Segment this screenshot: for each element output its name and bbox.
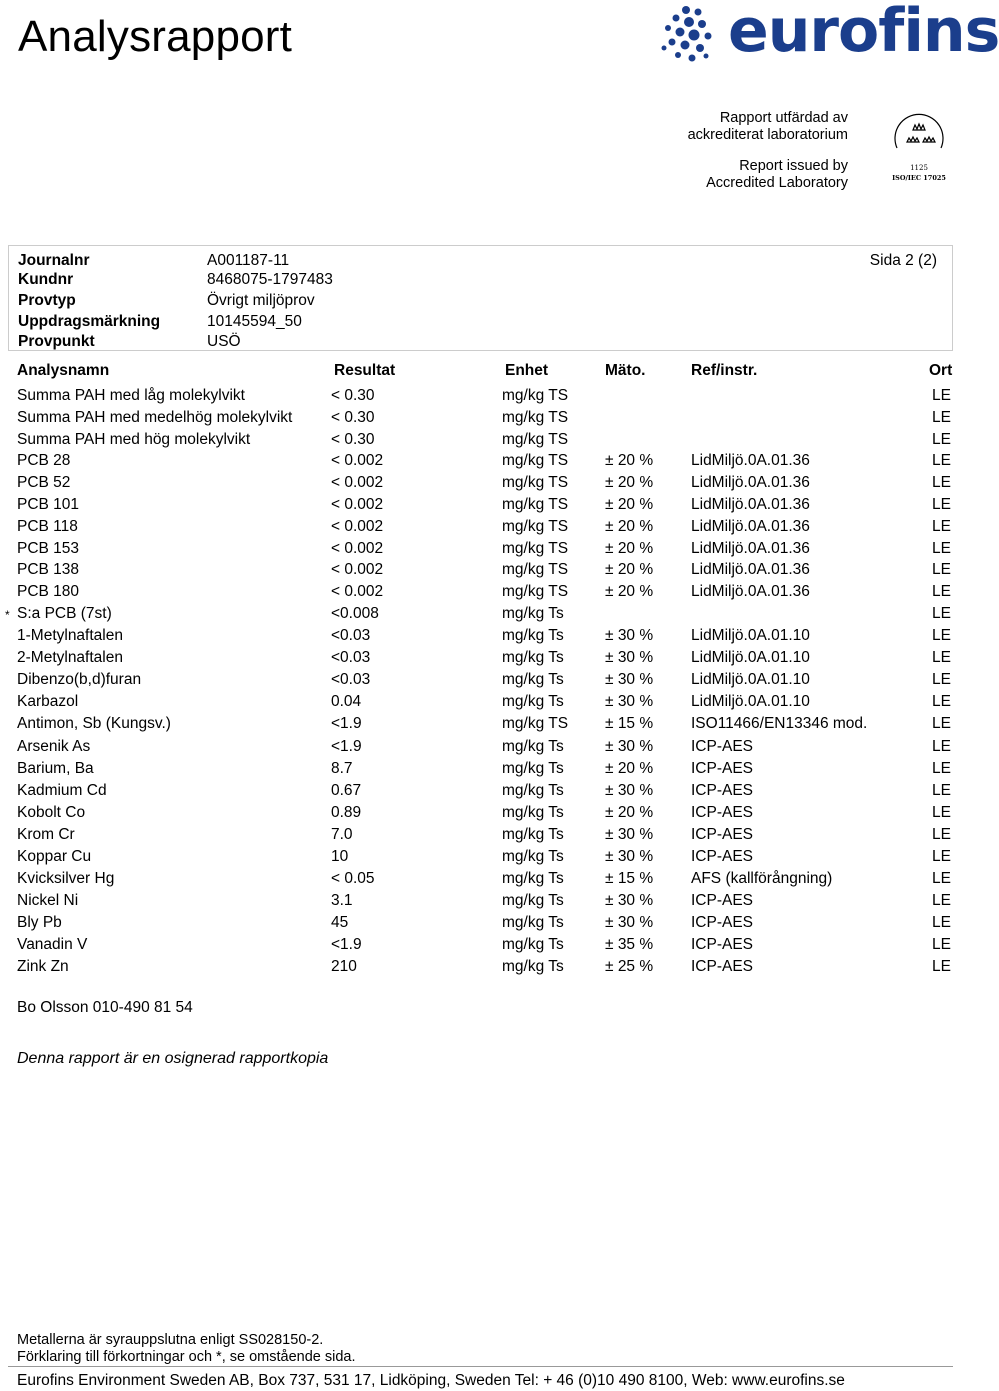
table-row — [0, 804, 960, 826]
analysis-name: PCB 180 — [17, 583, 80, 601]
unit-value: mg/kg TS — [502, 561, 569, 579]
column-header-unit: Enhet — [505, 362, 549, 379]
analysis-name: 1-Metylnaftalen — [17, 627, 123, 645]
table-row — [0, 583, 960, 605]
uncertainty-value: ± 20 % — [605, 583, 654, 601]
unit-value: mg/kg Ts — [502, 649, 564, 667]
reference-method: LidMiljö.0A.01.10 — [691, 671, 810, 689]
result-value: <1.9 — [331, 737, 362, 755]
analysis-name: Antimon, Sb (Kungsv.) — [17, 715, 171, 733]
reference-method: ICP-AES — [691, 892, 754, 910]
result-value: < 0.30 — [331, 387, 375, 404]
table-row — [0, 387, 960, 409]
analysis-name: Bly Pb — [17, 914, 62, 932]
reference-method: LidMiljö.0A.01.36 — [691, 452, 810, 470]
result-value: 10 — [331, 848, 349, 865]
footer-divider — [8, 1366, 953, 1367]
header-label: Provpunkt — [18, 333, 95, 350]
location-code: LE — [932, 474, 951, 492]
unit-value: mg/kg TS — [502, 517, 569, 535]
uncertainty-value: ± 30 % — [605, 693, 654, 711]
column-header-meas: Mäto. — [605, 362, 646, 379]
analysis-name: Dibenzo(b,d)furan — [17, 671, 142, 689]
table-row — [0, 738, 960, 760]
reference-method: ICP-AES — [691, 803, 754, 821]
table-row — [0, 561, 960, 583]
uncertainty-value: ± 30 % — [605, 671, 654, 689]
reference-method: LidMiljö.0A.01.10 — [691, 693, 810, 711]
unit-value: mg/kg Ts — [502, 848, 564, 865]
column-header-ref: Ref/instr. — [691, 362, 758, 379]
analysis-name: Zink Zn — [17, 958, 69, 976]
table-row — [0, 958, 960, 980]
analysis-name: Summa PAH med hög molekylvikt — [17, 430, 251, 448]
analysis-name: Karbazol — [17, 693, 79, 711]
analysis-name: PCB 52 — [17, 474, 71, 492]
result-value: 3.1 — [331, 892, 353, 910]
uncertainty-value: ± 20 % — [605, 759, 654, 777]
unit-value: mg/kg Ts — [502, 627, 564, 645]
table-row — [0, 409, 960, 431]
uncertainty-value: ± 20 % — [605, 803, 654, 821]
unit-value: mg/kg Ts — [502, 936, 564, 954]
result-value: 0.04 — [331, 693, 362, 711]
table-row — [0, 649, 960, 671]
accreditation-line: ackrediterat laboratorium — [687, 127, 848, 143]
reference-method: ICP-AES — [691, 958, 754, 976]
result-value: < 0.002 — [331, 583, 384, 601]
location-code: LE — [932, 671, 951, 689]
location-code: LE — [932, 825, 951, 843]
analysis-name: S:a PCB (7st) — [17, 604, 112, 622]
reference-method: ICP-AES — [691, 759, 754, 777]
footer-note-line: Metallerna är syrauppslutna enligt SS028150-2. — [17, 1332, 324, 1348]
unit-value: mg/kg Ts — [502, 671, 564, 689]
analysis-name: PCB 101 — [17, 495, 80, 513]
uncertainty-value: ± 25 % — [605, 958, 654, 976]
table-row — [0, 605, 960, 627]
location-code: LE — [932, 848, 951, 865]
table-row — [0, 782, 960, 804]
logo-wordmark: eurofins — [728, 0, 999, 66]
unit-value: mg/kg Ts — [502, 870, 564, 888]
footer-notes — [17, 1332, 356, 1366]
result-value: 7.0 — [331, 825, 353, 843]
location-code: LE — [932, 892, 951, 910]
analysis-name: PCB 153 — [17, 539, 80, 557]
analysis-name: Kadmium Cd — [17, 781, 107, 799]
unit-value: mg/kg TS — [502, 452, 569, 470]
uncertainty-value: ± 30 % — [605, 848, 654, 865]
result-value: <0.03 — [331, 649, 371, 667]
location-code: LE — [932, 737, 951, 755]
unsigned-copy-note: Denna rapport är en osignerad rapportkopia — [17, 1050, 329, 1067]
reference-method: ICP-AES — [691, 737, 754, 755]
logo-dots-icon — [656, 2, 728, 66]
result-value: < 0.30 — [331, 408, 375, 426]
unit-value: mg/kg Ts — [502, 825, 564, 843]
header-value: A001187-11 — [207, 252, 290, 269]
result-value: <1.9 — [331, 936, 362, 954]
accreditation-line: Accredited Laboratory — [706, 175, 848, 191]
unit-value: mg/kg TS — [502, 387, 569, 404]
reference-method: LidMiljö.0A.01.36 — [691, 517, 810, 535]
analysis-name: Krom Cr — [17, 825, 75, 843]
result-value: <0.008 — [331, 604, 379, 622]
result-value: 0.89 — [331, 803, 362, 821]
reference-method: LidMiljö.0A.01.36 — [691, 539, 810, 557]
reference-method: LidMiljö.0A.01.10 — [691, 627, 810, 645]
unit-value: mg/kg TS — [502, 430, 569, 448]
seal-number: 1125 — [910, 164, 928, 172]
uncertainty-value: ± 20 % — [605, 474, 654, 492]
uncertainty-value: ± 30 % — [605, 825, 654, 843]
table-row — [0, 715, 960, 737]
analysis-name: Summa PAH med låg molekylvikt — [17, 387, 245, 404]
table-row — [0, 431, 960, 453]
column-header-ort: Ort — [929, 362, 953, 379]
unit-value: mg/kg Ts — [502, 958, 564, 976]
unit-value: mg/kg Ts — [502, 914, 564, 932]
table-row — [0, 496, 960, 518]
location-code: LE — [932, 803, 951, 821]
reference-method: ICP-AES — [691, 848, 754, 865]
table-row — [0, 914, 960, 936]
result-value: <1.9 — [331, 715, 362, 733]
uncertainty-value: ± 15 % — [605, 715, 654, 733]
uncertainty-value: ± 20 % — [605, 539, 654, 557]
reference-method: LidMiljö.0A.01.36 — [691, 561, 810, 579]
header-value: 8468075-1797483 — [207, 271, 333, 288]
table-row — [0, 892, 960, 914]
reference-method: ISO11466/EN13346 mod. — [691, 715, 868, 733]
location-code: LE — [932, 539, 951, 557]
uncertainty-value: ± 30 % — [605, 649, 654, 667]
accreditation-line: Rapport utfärdad av — [719, 110, 848, 126]
uncertainty-value: ± 15 % — [605, 870, 654, 888]
result-value: < 0.002 — [331, 474, 384, 492]
location-code: LE — [932, 649, 951, 667]
table-row — [0, 760, 960, 782]
analysis-name: Summa PAH med medelhög molekylvikt — [17, 408, 293, 426]
contact-line: Bo Olsson 010-490 81 54 — [17, 999, 193, 1016]
reference-method: ICP-AES — [691, 936, 754, 954]
header-value: Övrigt miljöprov — [207, 292, 315, 309]
header-value: 10145594_50 — [207, 313, 302, 330]
table-row — [0, 671, 960, 693]
analysis-name: Arsenik As — [17, 737, 91, 755]
column-header-name: Analysnamn — [17, 362, 110, 379]
unit-value: mg/kg Ts — [502, 759, 564, 777]
results-table — [0, 387, 960, 981]
header-value: USÖ — [207, 333, 241, 350]
uncertainty-value: ± 35 % — [605, 936, 654, 954]
analysis-name: PCB 28 — [17, 452, 71, 470]
analysis-name: PCB 138 — [17, 561, 80, 579]
table-row — [0, 936, 960, 958]
result-value: < 0.002 — [331, 561, 384, 579]
header-label: Kundnr — [18, 271, 74, 288]
location-code: LE — [932, 627, 951, 645]
unit-value: mg/kg Ts — [502, 892, 564, 910]
page-number: Sida 2 (2) — [869, 252, 937, 269]
table-row — [0, 452, 960, 474]
location-code: LE — [932, 408, 951, 426]
table-row — [0, 826, 960, 848]
unit-value: mg/kg TS — [502, 715, 569, 733]
unit-value: mg/kg TS — [502, 583, 569, 601]
table-row — [0, 693, 960, 715]
table-row — [0, 474, 960, 496]
table-row — [0, 518, 960, 540]
location-code: LE — [932, 715, 951, 733]
table-row — [0, 870, 960, 892]
eurofins-logo — [656, 0, 999, 72]
uncertainty-value: ± 30 % — [605, 892, 654, 910]
location-code: LE — [932, 583, 951, 601]
result-value: < 0.002 — [331, 539, 384, 557]
unit-value: mg/kg Ts — [502, 604, 564, 622]
column-header-result: Resultat — [334, 362, 396, 379]
location-code: LE — [932, 759, 951, 777]
swedac-seal-icon — [887, 108, 951, 186]
location-code: LE — [932, 517, 951, 535]
reference-method: ICP-AES — [691, 781, 754, 799]
result-value: < 0.05 — [331, 870, 375, 888]
location-code: LE — [932, 604, 951, 622]
reference-method: ICP-AES — [691, 825, 754, 843]
uncertainty-value: ± 30 % — [605, 627, 654, 645]
reference-method: LidMiljö.0A.01.10 — [691, 649, 810, 667]
report-header-box — [8, 245, 953, 351]
unit-value: mg/kg TS — [502, 474, 569, 492]
unit-value: mg/kg Ts — [502, 781, 564, 799]
result-value: 8.7 — [331, 759, 353, 777]
uncertainty-value: ± 20 % — [605, 561, 654, 579]
reference-method: ICP-AES — [691, 914, 754, 932]
reference-method: LidMiljö.0A.01.36 — [691, 474, 810, 492]
header-label: Provtyp — [18, 292, 76, 309]
uncertainty-value: ± 30 % — [605, 781, 654, 799]
location-code: LE — [932, 430, 951, 448]
unit-value: mg/kg Ts — [502, 737, 564, 755]
result-value: 0.67 — [331, 781, 362, 799]
uncertainty-value: ± 30 % — [605, 914, 654, 932]
result-value: < 0.002 — [331, 517, 384, 535]
table-row — [0, 848, 960, 870]
analysis-name: Koppar Cu — [17, 848, 92, 865]
analysis-name: Nickel Ni — [17, 892, 79, 910]
accreditation-line: Report issued by — [739, 158, 848, 174]
unit-value: mg/kg Ts — [502, 803, 564, 821]
location-code: LE — [932, 914, 951, 932]
reference-method: AFS (kallförångning) — [691, 870, 833, 888]
seal-standard: ISO/IEC 17025 — [892, 174, 946, 182]
location-code: LE — [932, 387, 951, 404]
result-value: <0.03 — [331, 627, 371, 645]
footer-note-line: Förklaring till förkortningar och *, se omstående sida. — [17, 1349, 356, 1365]
location-code: LE — [932, 693, 951, 711]
unit-value: mg/kg TS — [502, 408, 569, 426]
footer-company: Eurofins Environment Sweden AB, Box 737, 531 17, Lidköping, Sweden Tel: + 46 (0)10 490 8100, Web: www.eurofins.se — [17, 1372, 845, 1389]
table-row — [0, 540, 960, 562]
row-marker: * — [5, 607, 10, 622]
location-code: LE — [932, 781, 951, 799]
uncertainty-value: ± 30 % — [605, 737, 654, 755]
analysis-name: 2-Metylnaftalen — [17, 649, 123, 667]
result-value: < 0.002 — [331, 452, 384, 470]
analysis-name: Barium, Ba — [17, 759, 94, 777]
result-value: < 0.002 — [331, 495, 384, 513]
unit-value: mg/kg Ts — [502, 693, 564, 711]
header-label: Uppdragsmärkning — [18, 313, 161, 330]
location-code: LE — [932, 452, 951, 470]
analysis-name: PCB 118 — [17, 517, 78, 535]
uncertainty-value: ± 20 % — [605, 495, 654, 513]
analysis-name: Kvicksilver Hg — [17, 870, 115, 888]
result-value: 45 — [331, 914, 349, 932]
location-code: LE — [932, 936, 951, 954]
reference-method: LidMiljö.0A.01.36 — [691, 583, 810, 601]
accreditation-statement — [688, 110, 848, 192]
location-code: LE — [932, 561, 951, 579]
page-title: Analysrapport — [18, 12, 293, 61]
result-value: 210 — [331, 958, 357, 976]
result-value: < 0.30 — [331, 430, 375, 448]
uncertainty-value: ± 20 % — [605, 517, 654, 535]
location-code: LE — [932, 495, 951, 513]
unit-value: mg/kg TS — [502, 495, 569, 513]
uncertainty-value: ± 20 % — [605, 452, 654, 470]
result-value: <0.03 — [331, 671, 371, 689]
analysis-name: Kobolt Co — [17, 803, 86, 821]
header-label: Journalnr — [18, 252, 90, 269]
analysis-name: Vanadin V — [17, 936, 88, 954]
unit-value: mg/kg TS — [502, 539, 569, 557]
reference-method: LidMiljö.0A.01.36 — [691, 495, 810, 513]
location-code: LE — [932, 958, 951, 976]
location-code: LE — [932, 870, 951, 888]
table-row — [0, 627, 960, 649]
